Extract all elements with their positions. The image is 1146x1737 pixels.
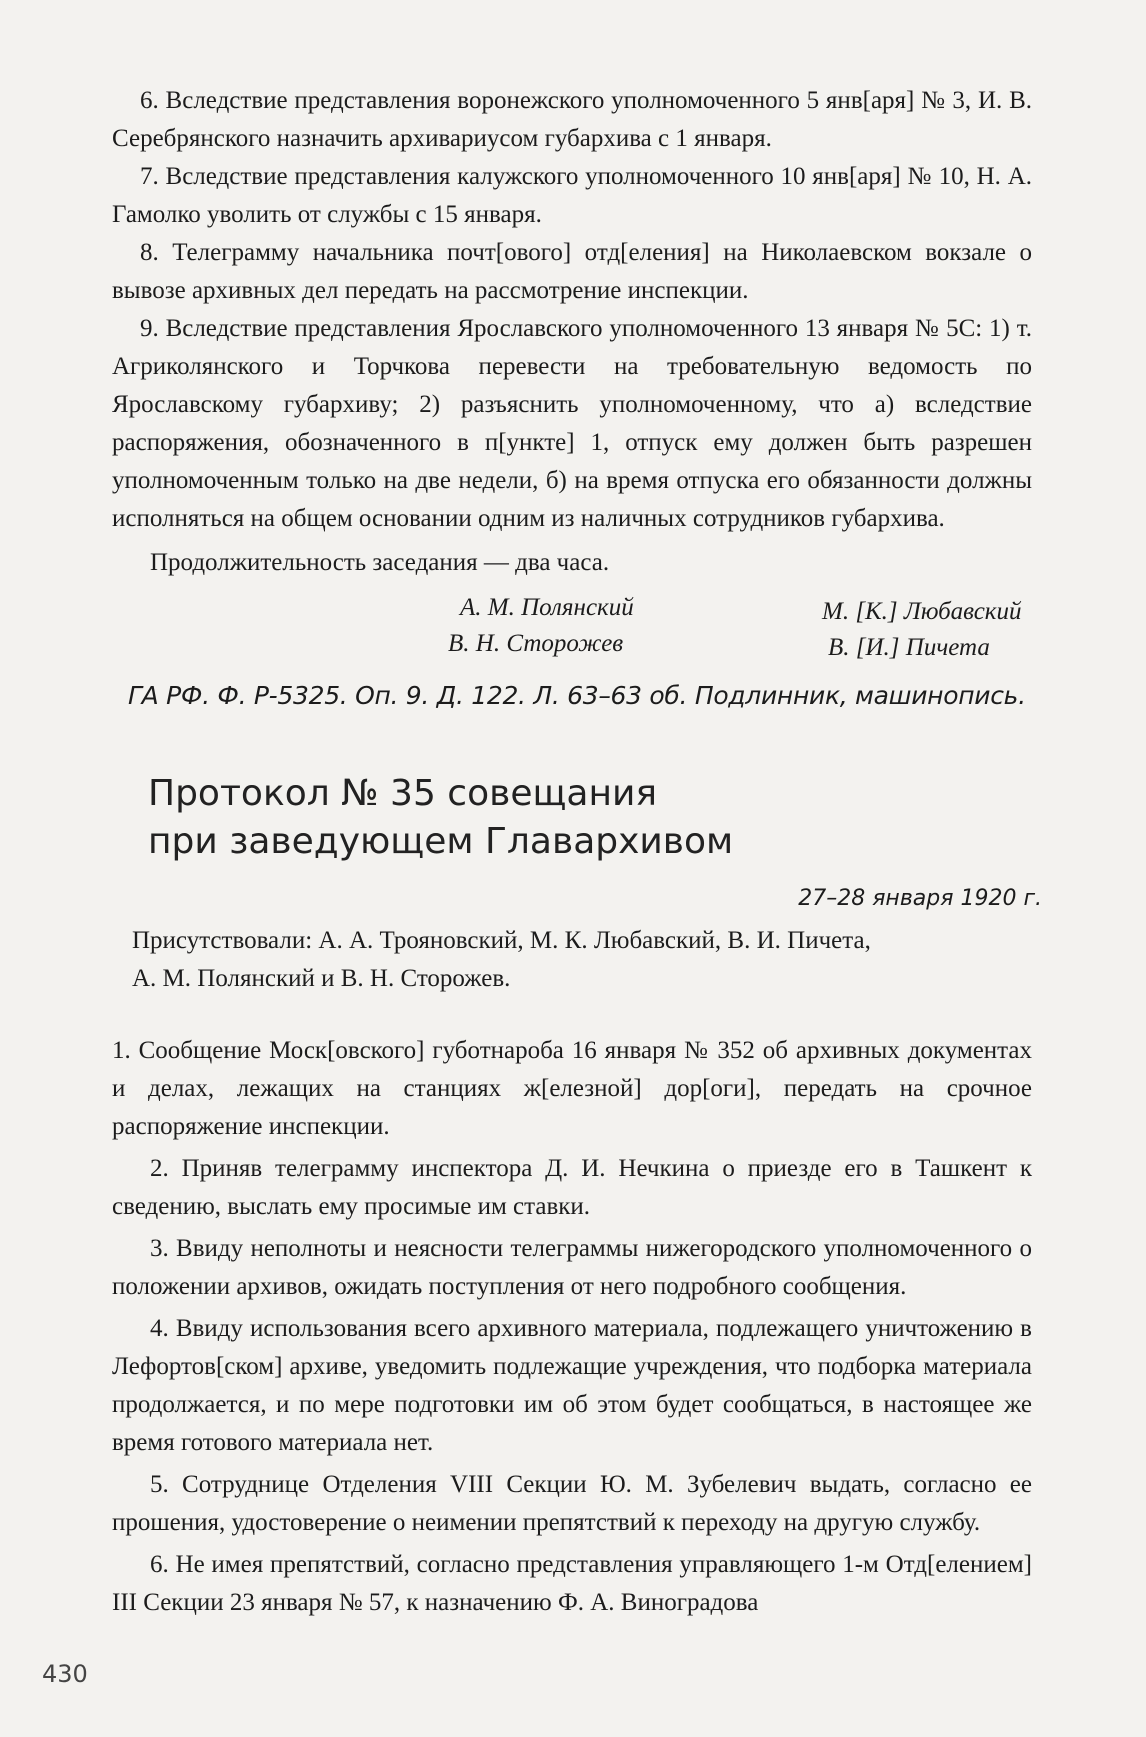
signature-polyansky: А. М. Полянский (460, 594, 634, 621)
protocol-date: 27–28 января 1920 г. (798, 886, 1042, 911)
protocol-title (148, 770, 733, 866)
signature-storozhev: В. Н. Сторожев (448, 630, 624, 657)
protocol-item-2: 2. Приняв телеграмму инспектора Д. И. Нечкина о приезде его в Ташкент к сведению, выслать ему просимые им ставки. (112, 1155, 1032, 1220)
protocol-item-1: 1. Сообщение Моск[овского] губотнароба 16 января № 352 об архивных документах и делах, лежащих на станциях ж[елезной] дор[оги], передать на срочное распоряжение инспекции. (112, 1037, 1032, 1140)
item-9: 9. Вследствие представления Ярославского уполномоченного 13 января № 5С: 1) т. Агриколянского и Торчкова перевести на требовательную ведомость по Ярославскому губархиву; 2) разъяснить уполномоченному, что а) вследствие распоряжения, обозначенного в п[ункте] 1, отпуск ему должен быть разрешен уполномоченным только на две недели, б) на время отпуска его обязанности должны исполняться на общем основании одним из наличных сотрудников губархива. (112, 315, 1032, 532)
item-8: 8. Телеграмму начальника почт[ового] отд[еления] на Николаевском вокзале о вывозе архивных дел передать на рассмотрение инспекции. (112, 239, 1032, 304)
protocol-item-4: 4. Ввиду использования всего архивного материала, подлежащего уничтожению в Лефортов[ском] архиве, уведомить подлежащие учреждения, что подборка материала продолжается, и по мере подготовки им об этом будет сообщаться, в настоящее же время готового материала нет. (112, 1315, 1032, 1456)
attendees (132, 922, 872, 998)
page-number: 430 (42, 1660, 88, 1688)
protocol-item-5: 5. Сотруднице Отделения VIII Секции Ю. М. Зубелевич выдать, согласно ее прошения, удостоверение о неимении препятствий к переходу на другую службу. (112, 1471, 1032, 1536)
signature-picheta: В. [И.] Пичета (828, 634, 990, 661)
protocol-item-6: 6. Не имея препятствий, согласно представления управляющего 1-м Отд[елением] III Секции 23 января № 57, к назначению Ф. А. Виноградова (112, 1551, 1032, 1616)
attendees-text: Присутствовали: А. А. Трояновский, М. К. Любавский, В. И. Пичета, А. М. Полянский и В. Н. Сторожев. (132, 927, 871, 992)
session-duration: Продолжительность заседания — два часа. (150, 549, 610, 576)
protocol-title-line-1: Протокол № 35 совещания (148, 773, 658, 814)
archival-source-note: ГА РФ. Ф. Р-5325. Оп. 9. Д. 122. Л. 63–63 об. Подлинник, машинопись. (128, 681, 1026, 710)
signature-lyubavsky: М. [К.] Любавский (822, 598, 1022, 625)
protocol-items (112, 1032, 1032, 1622)
item-6: 6. Вследствие представления воронежского уполномоченного 5 янв[аря] № 3, И. В. Серебрянского назначить архивариусом губархива с 1 января. (112, 87, 1032, 152)
continued-items (112, 82, 1032, 582)
item-7: 7. Вследствие представления калужского уполномоченного 10 янв[аря] № 10, Н. А. Гамолко уволить от службы с 15 января. (112, 163, 1032, 228)
protocol-item-3: 3. Ввиду неполноты и неясности телеграммы нижегородского уполномоченного о положении архивов, ожидать поступления от него подробного сообщения. (112, 1235, 1032, 1300)
protocol-title-line-2: при заведующем Главархивом (148, 821, 734, 862)
